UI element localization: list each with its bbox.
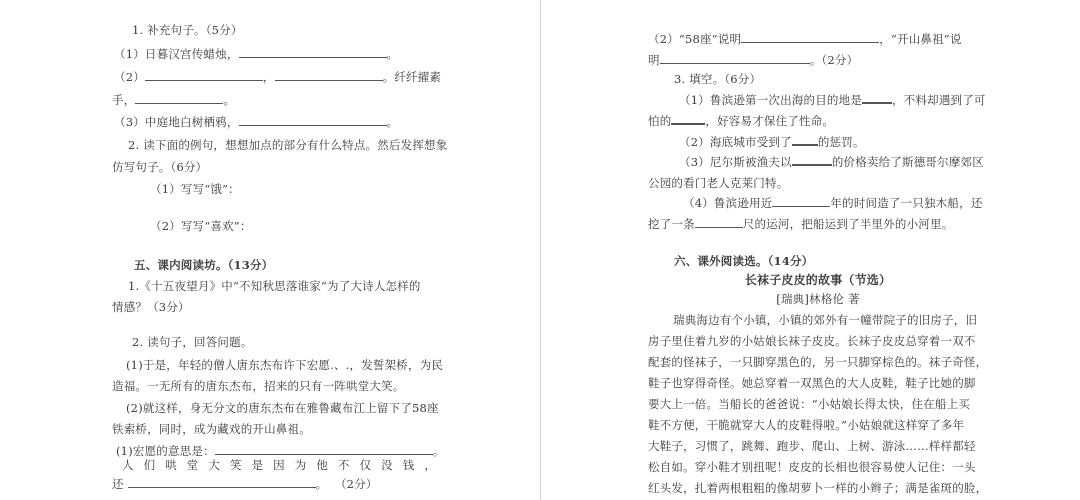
fill-blank[interactable] [660,52,810,64]
fill-blank[interactable] [275,69,383,81]
story-title: 长袜子皮皮的故事（节选） [744,273,892,287]
story-line: 要大上一倍。当船长的爸爸说：“小姑娘长得太快，住在船上买 [648,397,970,411]
s5-q2-title: 2. 读句子，回答问题。 [132,335,253,349]
story-line: 瑞典海边有个小镇，小镇的郊外有一幢带院子的旧房子，旧 [673,313,978,327]
story-line: 鞋不方便，干脆就穿大人的皮鞋得啦。”小姑娘就这样穿了多年 [648,418,965,432]
q1-item1: （1）日暮汉宫传蜡烛， 。 [114,47,399,61]
s5-p2-line2: 铁索桥，同时，成为藏戏的开山鼻祖。 [112,422,311,436]
cont-line1: （2）“58座”说明 ，“开山鼻祖”说 [648,32,962,46]
story-line: 松自如。穿小鞋才别扭呢！皮皮的长相也很容易使人记住：一头 [648,460,976,474]
q2-sub2: （2）写写“喜欢”： [150,219,252,233]
fill-blank[interactable] [215,443,433,455]
s5-answer2-cont: 还 。 （2分） [112,477,378,491]
story-line: 配套的怪袜子，一只脚穿黑色的，另一只脚穿棕色的。袜子奇怪， [648,355,988,369]
s5-q1-line1: 1.《十五夜望月》中“不知秋思落谁家”为了大诗人怎样的 [128,279,421,293]
cont-line2: 明 。（2分） [648,53,859,67]
fill-blank[interactable] [128,476,316,488]
q3-s1: （1）鲁滨逊第一次出海的目的地是 ，不料却遇到了可 [679,93,986,107]
q2-sub1: （1）写写“饿”： [150,182,240,196]
q3-s3: （3）尼尔斯被渔夫以 的价格卖给了斯德哥尔摩郊区 [679,155,984,169]
s5-p1-line2: 造福。一无所有的唐东杰布，招来的只有一阵哄堂大笑。 [112,379,405,393]
fill-blank[interactable] [862,91,892,104]
s5-q1-line2: 情感？（3分） [112,300,190,314]
fill-blank[interactable] [239,114,387,126]
fill-blank[interactable] [239,46,387,58]
section6-heading: 六、课外阅读选。（14分） [674,254,814,268]
story-line: 鞋子也穿得奇怪。她总穿着一双黑色的大人皮鞋，鞋子比她的脚 [648,376,976,390]
fill-blank[interactable] [741,31,879,43]
s5-answer1: (1)宏愿的意思是： 。 [116,444,445,458]
story-author: [瑞典]林格伦 著 [776,292,860,306]
s5-answer2-spaced: 人 们 哄 堂 大 笑 是 因 为 他 不 仅 没 钱 ， [122,458,436,472]
fill-blank[interactable] [671,112,705,125]
q3-title: 3. 填空。（6分） [674,72,762,86]
section5-heading: 五、课内阅读坊。（13分） [134,258,274,272]
q3-s4: （4）鲁滨逊用近 年的时间造了一只独木船，还 [683,196,983,210]
q2-line1: 2. 读下面的例句，想想加点的部分有什么特点。然后发挥想象 [128,138,448,152]
q3-s2: （2）海底城市受到了 的惩罚。 [679,135,865,149]
s5-p1-line1: (1)于是，年轻的僧人唐东杰布许下宏愿.、.，发誓架桥，为民 [126,358,444,372]
q1-item2: （2） ， 。纤纤擢素 [114,70,442,84]
q3-s3-cont: 公园的看门老人克莱门特。 [648,176,789,190]
q1-item3: （3）中庭地白树栖鸦， 。 [114,115,399,129]
story-line: 红头发，扎着两根粗粗的像胡萝卜一样的小辫子；满是雀斑的脸， [648,481,988,495]
s5-p2-line1: (2)就这样，身无分文的唐东杰布在雅鲁藏布江上留下了58座 [126,401,439,415]
fill-blank[interactable] [772,195,830,207]
right-page [541,0,1080,500]
fill-blank[interactable] [145,69,263,81]
fill-blank[interactable] [792,133,818,146]
fill-blank[interactable] [695,216,743,228]
q1-item2-cont: 手， 。 [112,93,236,107]
story-line: 大鞋子，习惯了，跳舞、跑步、爬山、上树、游泳……样样都轻 [648,439,976,453]
q3-s4-cont: 挖了一条 尺的运河，把船运到了半里外的小河里。 [648,217,954,231]
q3-s1-cont: 怕的 ，好容易才保住了性命。 [648,114,835,128]
q2-line2: 仿写句子。（6分） [112,160,208,174]
fill-blank[interactable] [792,153,832,166]
story-line: 房子里住着九岁的小姑娘长袜子皮皮。长袜子皮皮总穿着一双不 [648,334,976,348]
fill-blank[interactable] [135,92,223,104]
q1-title: 1. 补充句子。（5分） [132,23,243,37]
